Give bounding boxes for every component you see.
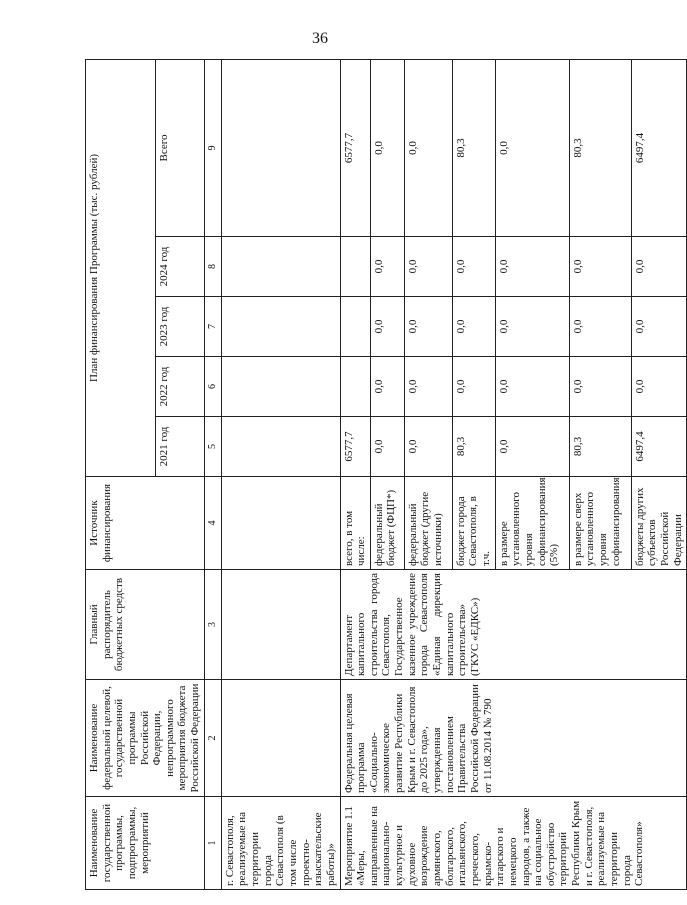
value-total: 6497,4 <box>631 59 687 236</box>
value-2021: 80,3 <box>452 417 495 477</box>
empty-cell <box>221 237 340 297</box>
empty-cell <box>221 297 340 357</box>
value-2024 <box>340 237 370 297</box>
value-2022: 0,0 <box>370 357 404 417</box>
value-2022: 0,0 <box>404 357 452 417</box>
header-total: Всего <box>156 59 205 236</box>
value-2023 <box>340 297 370 357</box>
value-2021: 6577,7 <box>340 417 370 477</box>
column-number: 7 <box>204 297 221 357</box>
value-2021: 0,0 <box>495 417 569 477</box>
header-year-2021: 2021 год <box>156 417 205 477</box>
value-2022: 0,0 <box>631 357 687 417</box>
source-label: бюджеты других субъектов Российской Федерации <box>631 477 687 570</box>
empty-cell <box>221 477 340 570</box>
header-funding-source: Источник финансирования <box>86 477 205 570</box>
value-2023: 0,0 <box>631 297 687 357</box>
value-2024: 0,0 <box>452 237 495 297</box>
value-2021: 80,3 <box>569 417 631 477</box>
header-year-2022: 2022 год <box>156 357 205 417</box>
value-2023: 0,0 <box>569 297 631 357</box>
column-number: 5 <box>204 417 221 477</box>
value-2021: 0,0 <box>370 417 404 477</box>
column-number: 6 <box>204 357 221 417</box>
header-program-name: Наименование государственной программы, подпрограммы, мероприятий <box>86 797 205 890</box>
value-total: 0,0 <box>495 59 569 236</box>
source-label: в размере установленного уровня софинансирования (5%) <box>495 477 569 570</box>
header-federal-program: Наименование федеральной целевой, государственной программы Российской Федерации, непрограммного мероприятия бюджета Российской Федерации <box>86 680 205 797</box>
value-2021: 6497,4 <box>631 417 687 477</box>
row1-program-name: г. Севастополя, реализуемые на территории города Севастополя (в том числе проектно-изыскательские работы)» <box>221 797 340 890</box>
value-total: 80,3 <box>569 59 631 236</box>
header-financing-plan: План финансирования Программы (тыс. рублей) <box>86 59 156 476</box>
measure-1-1-name: Мероприятие 1.1 «Меры, направленные на национально-культурное и духовное возрождение армянского, болгарского, итальянского, греческого, крымско-татарского и немецкого народов, а также на социальное обустройство территорий Республики Крым и г. Севастополя, реализуемые на территории города Севастополя» <box>340 797 687 890</box>
value-total: 80,3 <box>452 59 495 236</box>
empty-cell <box>221 570 340 680</box>
financing-table <box>85 59 687 890</box>
value-2022: 0,0 <box>569 357 631 417</box>
value-2022 <box>340 357 370 417</box>
value-2024: 0,0 <box>631 237 687 297</box>
source-label: федеральный бюджет (ФЦП*) <box>370 477 404 570</box>
empty-cell <box>221 357 340 417</box>
page-number: 36 <box>312 30 328 47</box>
empty-cell <box>221 680 340 797</box>
empty-cell <box>221 59 340 236</box>
value-2023: 0,0 <box>370 297 404 357</box>
header-year-2024: 2024 год <box>156 237 205 297</box>
value-2023: 0,0 <box>495 297 569 357</box>
column-number: 2 <box>204 680 221 797</box>
value-2022: 0,0 <box>452 357 495 417</box>
value-2024: 0,0 <box>370 237 404 297</box>
header-year-2023: 2023 год <box>156 297 205 357</box>
source-label: федеральный бюджет (другие источники) <box>404 477 452 570</box>
value-2023: 0,0 <box>404 297 452 357</box>
value-2024: 0,0 <box>404 237 452 297</box>
value-2024: 0,0 <box>495 237 569 297</box>
source-label: в размере сверх установленного уровня софинансирования <box>569 477 631 570</box>
budget-manager-gkus: Государственное казенное учреждение города Севастополя «Единая дирекция капитального строительства» (ГКУС «ЕДКС») <box>393 573 481 676</box>
header-budget-manager: Главный распорядитель бюджетных средств <box>86 570 205 680</box>
source-label: всего, в том числе: <box>340 477 370 570</box>
column-number: 8 <box>204 237 221 297</box>
budget-manager-department: Департамент капитального строительства города Севастополя, <box>342 573 393 676</box>
empty-cell <box>221 417 340 477</box>
column-number: 9 <box>204 59 221 236</box>
value-2021: 0,0 <box>404 417 452 477</box>
value-2024: 0,0 <box>569 237 631 297</box>
value-total: 0,0 <box>370 59 404 236</box>
value-total: 0,0 <box>404 59 452 236</box>
column-number: 1 <box>204 797 221 890</box>
column-number: 3 <box>204 570 221 680</box>
value-total: 6577,7 <box>340 59 370 236</box>
federal-program-name: Федеральная целевая программа «Социально-экономическое развитие Республики Крым и г. Севастополя до 2025 года», утвержденная постановлением Правительства Российской Федерации от 11.08.2014 № 790 <box>340 680 687 797</box>
rotated-table-container <box>85 60 684 890</box>
source-label: бюджет города Севастополя, в т.ч. <box>452 477 495 570</box>
value-2022: 0,0 <box>495 357 569 417</box>
value-2023: 0,0 <box>452 297 495 357</box>
column-number: 4 <box>204 477 221 570</box>
budget-manager <box>340 570 687 680</box>
